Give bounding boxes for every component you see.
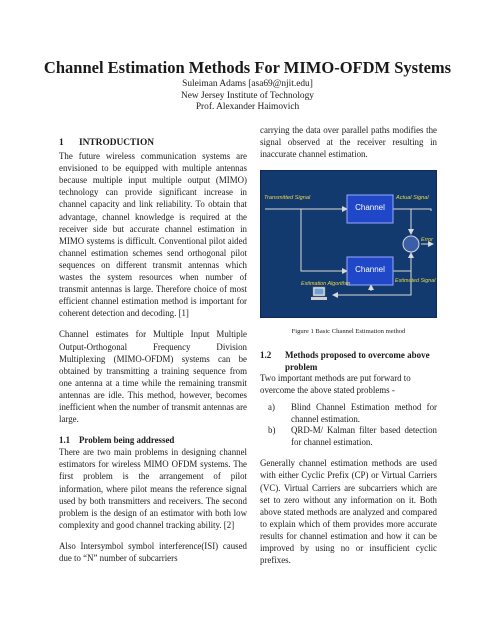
- section-title: Problem being addressed: [79, 435, 175, 446]
- label-transmitted-signal: Transmitted Signal: [264, 195, 311, 202]
- author-name: Suleiman Adams [asa69@njit.edu]: [182, 79, 313, 89]
- section-title: Methods proposed to overcome above problem: [285, 350, 430, 372]
- label-channel-bottom: Channel: [355, 265, 385, 275]
- right-column: [260, 124, 437, 566]
- paragraph: Also Intersymbol symbol interference(ISI) caused due to “N” number of subcarriers: [59, 540, 247, 563]
- list-marker: b): [268, 425, 276, 436]
- section-title: INTRODUCTION: [79, 138, 155, 148]
- paragraph: Two important methods are put forward to overcome the above stated problems -: [260, 373, 411, 395]
- section-heading-introduction: [59, 137, 247, 149]
- paragraph: Channel estimates for Multiple Input Multiple Output-Orthogonal Frequency Division Multiplexing (MIMO-OFDM) systems can be obtained by transmitting a training sequence from one antenna at a time while the remaining transmit antennas are idle. This method, however, becomes inefficient when the number of transmit antennas are large.: [59, 329, 247, 425]
- author-advisor: Prof. Alexander Haimovich: [195, 102, 300, 112]
- list-text: Blind Channel Estimation method for channel estimation.: [291, 402, 437, 424]
- paragraph: Generally channel estimation methods are used with either Cyclic Prefix (CP) or Virtual Carriers (VC). Virtual Carriers are subcarriers which are set to zero without any information on it. Both above stated methods are analyzed and compared to explain which of them provides more accurate results for channel estimation and how it can be improved by using no or insufficient cyclic prefixes.: [260, 458, 437, 566]
- methods-list: [260, 402, 437, 448]
- label-actual-signal: Actual Signal: [396, 195, 429, 202]
- label-estimated-signal: Estimated Signal: [395, 278, 436, 285]
- paragraph: There are two main problems in designing channel estimators for wireless MIMO OFDM systems. The first problem is the arrangement of pilot information, where pilot means the reference signal used by both transmitters and receivers. The second problem is the design of an estimator with both low complexity and good channel tracking ability. [2]: [59, 447, 247, 530]
- left-column: [59, 137, 247, 564]
- estimated-output-line: [393, 253, 411, 271]
- list-item: [260, 402, 437, 425]
- paper-title: Channel Estimation Methods For MIMO-OFDM Systems: [43, 58, 452, 77]
- paragraph: The future wireless communication systems are envisioned to be equipped with multiple antennas because multiple input multiple output (MIMO) technology can provide significant increase in channel capacity and link reliability. To obtain that advantage, channel knowledge is required at the receiver side but accurate channel estimation in MIMO systems is difficult. Conventional pilot aided channel estimation schemes send orthogonal pilot sequences on different transmit antennas which wastes the system resources when number of transmit antennas is large. Therefore choice of most efficient channel estimation method is important for coherent detection and decoding. [1]: [59, 151, 247, 319]
- label-channel-top: Channel: [355, 203, 385, 213]
- summing-junction: [403, 236, 419, 252]
- label-estimation-algorithm: Estimation Algorithm: [301, 281, 351, 288]
- paragraph: carrying the data over parallel paths modifies the signal observed at the receiver resulting in inaccurate channel estimation.: [260, 125, 437, 160]
- channel-estimation-figure: [260, 170, 437, 318]
- actual-output-line: [393, 209, 431, 211]
- figure-diagram: [261, 171, 438, 319]
- list-marker: a): [268, 402, 275, 413]
- section-heading-problem: [59, 434, 247, 446]
- author-block: [0, 79, 495, 114]
- section-number: 1.1: [59, 435, 71, 446]
- author-affiliation: New Jersey Institute of Technology: [181, 90, 314, 101]
- section-number: 1.2: [260, 350, 272, 361]
- list-item: [260, 425, 437, 448]
- label-error: Error: [421, 237, 433, 244]
- section-heading-methods: [260, 350, 437, 373]
- section-number: 1: [59, 138, 64, 148]
- list-text: QRD-M/ Kalman filter based detection for channel estimation.: [291, 425, 437, 447]
- figure-caption: Figure 1 Basic Channel Estimation method: [291, 328, 406, 336]
- input-branch-line: [301, 209, 347, 271]
